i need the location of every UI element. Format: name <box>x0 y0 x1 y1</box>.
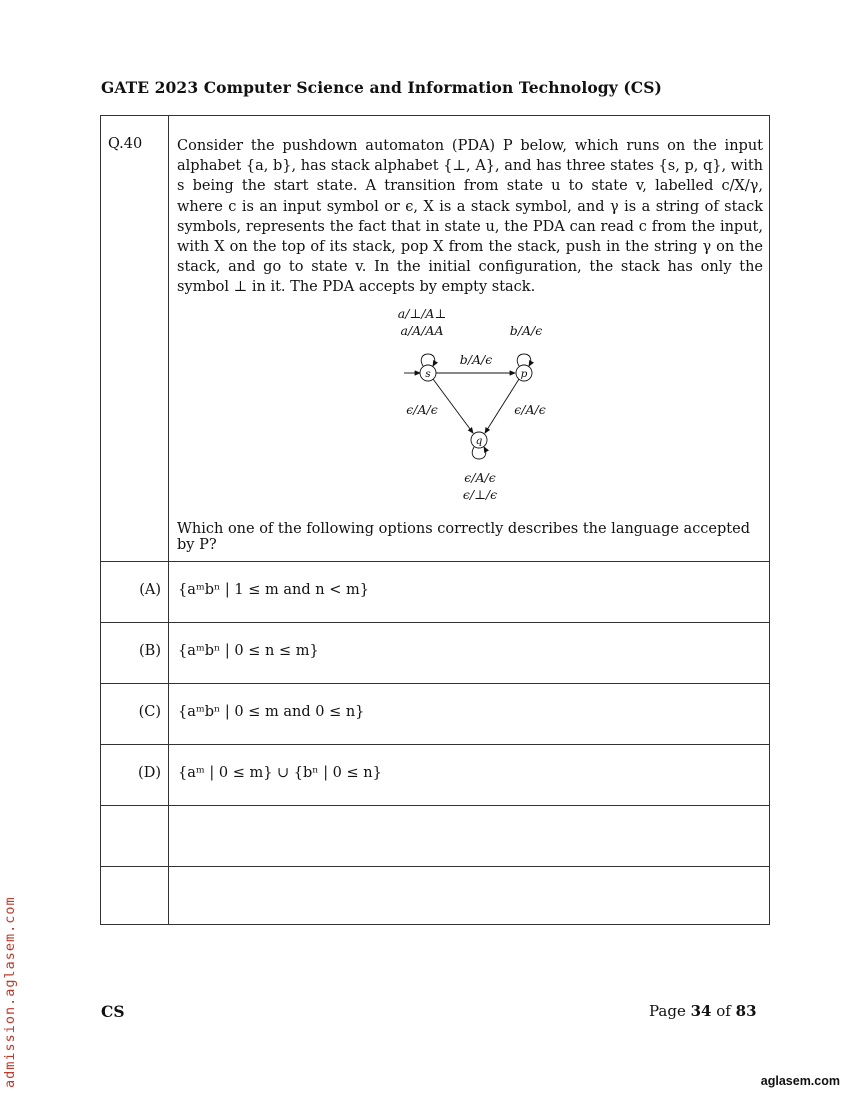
q-self-loop <box>472 447 486 459</box>
row-divider <box>101 622 769 623</box>
option-c-label: (C) <box>138 704 161 720</box>
edge-s-to-q <box>433 379 473 433</box>
s-loop-label-1: a/⊥/A⊥ <box>397 306 447 321</box>
q-loop-label-2: ϵ/⊥/ϵ <box>462 487 498 502</box>
pda-diagram <box>376 306 556 506</box>
page-current: 34 <box>690 1002 712 1020</box>
footer-page-number <box>649 1002 757 1020</box>
footer-subject: CS <box>101 1002 125 1021</box>
page-header-title: GATE 2023 Computer Science and Information Technology (CS) <box>101 78 662 97</box>
edge-p-to-q-label: ϵ/A/ϵ <box>514 402 546 417</box>
question-number: Q.40 <box>108 136 143 152</box>
question-body: Consider the pushdown automaton (PDA) P below, which runs on the input alphabet {a, b}, has stack alphabet {⊥, A}, and has three states {s, p, q}, with s being the start state. A transition from state u to state v, labelled c/X/γ, where c is an input symbol or ϵ, X is a stack symbol, and γ is a string of stack symbols, represents the fact that in state u, the PDA can read c from the input, with X on the top of its stack, pop X from the stack, push in the string γ on the stack, and go to state v. In the initial configuration, the stack has only the symbol ⊥ in it. The PDA accepts by empty stack. <box>177 138 763 296</box>
edge-s-to-p-label: b/A/ϵ <box>459 352 493 367</box>
page-prefix: Page <box>649 1002 686 1020</box>
option-d-text: {aᵐ | 0 ≤ m} ∪ {bⁿ | 0 ≤ n} <box>178 765 382 781</box>
page-total: 83 <box>735 1002 757 1020</box>
page-separator: of <box>716 1002 731 1020</box>
question-prompt: Which one of the following options correctly describes the language accepted by P? <box>177 521 750 553</box>
row-divider <box>101 744 769 745</box>
option-c-text: {aᵐbⁿ | 0 ≤ m and 0 ≤ n} <box>178 704 365 720</box>
column-divider <box>168 116 169 924</box>
q-loop-label-1: ϵ/A/ϵ <box>464 470 496 485</box>
p-self-loop <box>517 354 531 366</box>
edge-s-to-q-label: ϵ/A/ϵ <box>406 402 438 417</box>
s-self-loop <box>421 354 435 366</box>
watermark-text: admission.aglasem.com <box>2 896 18 1088</box>
brand-text: aglasem.com <box>760 1074 840 1088</box>
question-table <box>100 115 770 925</box>
row-divider <box>101 683 769 684</box>
row-divider <box>101 561 769 562</box>
row-divider <box>101 866 769 867</box>
option-b-text: {aᵐbⁿ | 0 ≤ n ≤ m} <box>178 643 319 659</box>
option-a-text: {aᵐbⁿ | 1 ≤ m and n < m} <box>178 582 369 598</box>
option-d-label: (D) <box>138 765 161 781</box>
state-s-label: s <box>425 368 431 380</box>
option-b-label: (B) <box>139 643 161 659</box>
option-a-label: (A) <box>139 582 161 598</box>
question-text <box>177 136 763 298</box>
s-loop-label-2: a/A/AA <box>400 323 444 338</box>
p-loop-label: b/A/ϵ <box>509 323 543 338</box>
state-p-label: p <box>520 368 528 380</box>
row-divider <box>101 805 769 806</box>
state-q-label: q <box>475 435 483 447</box>
